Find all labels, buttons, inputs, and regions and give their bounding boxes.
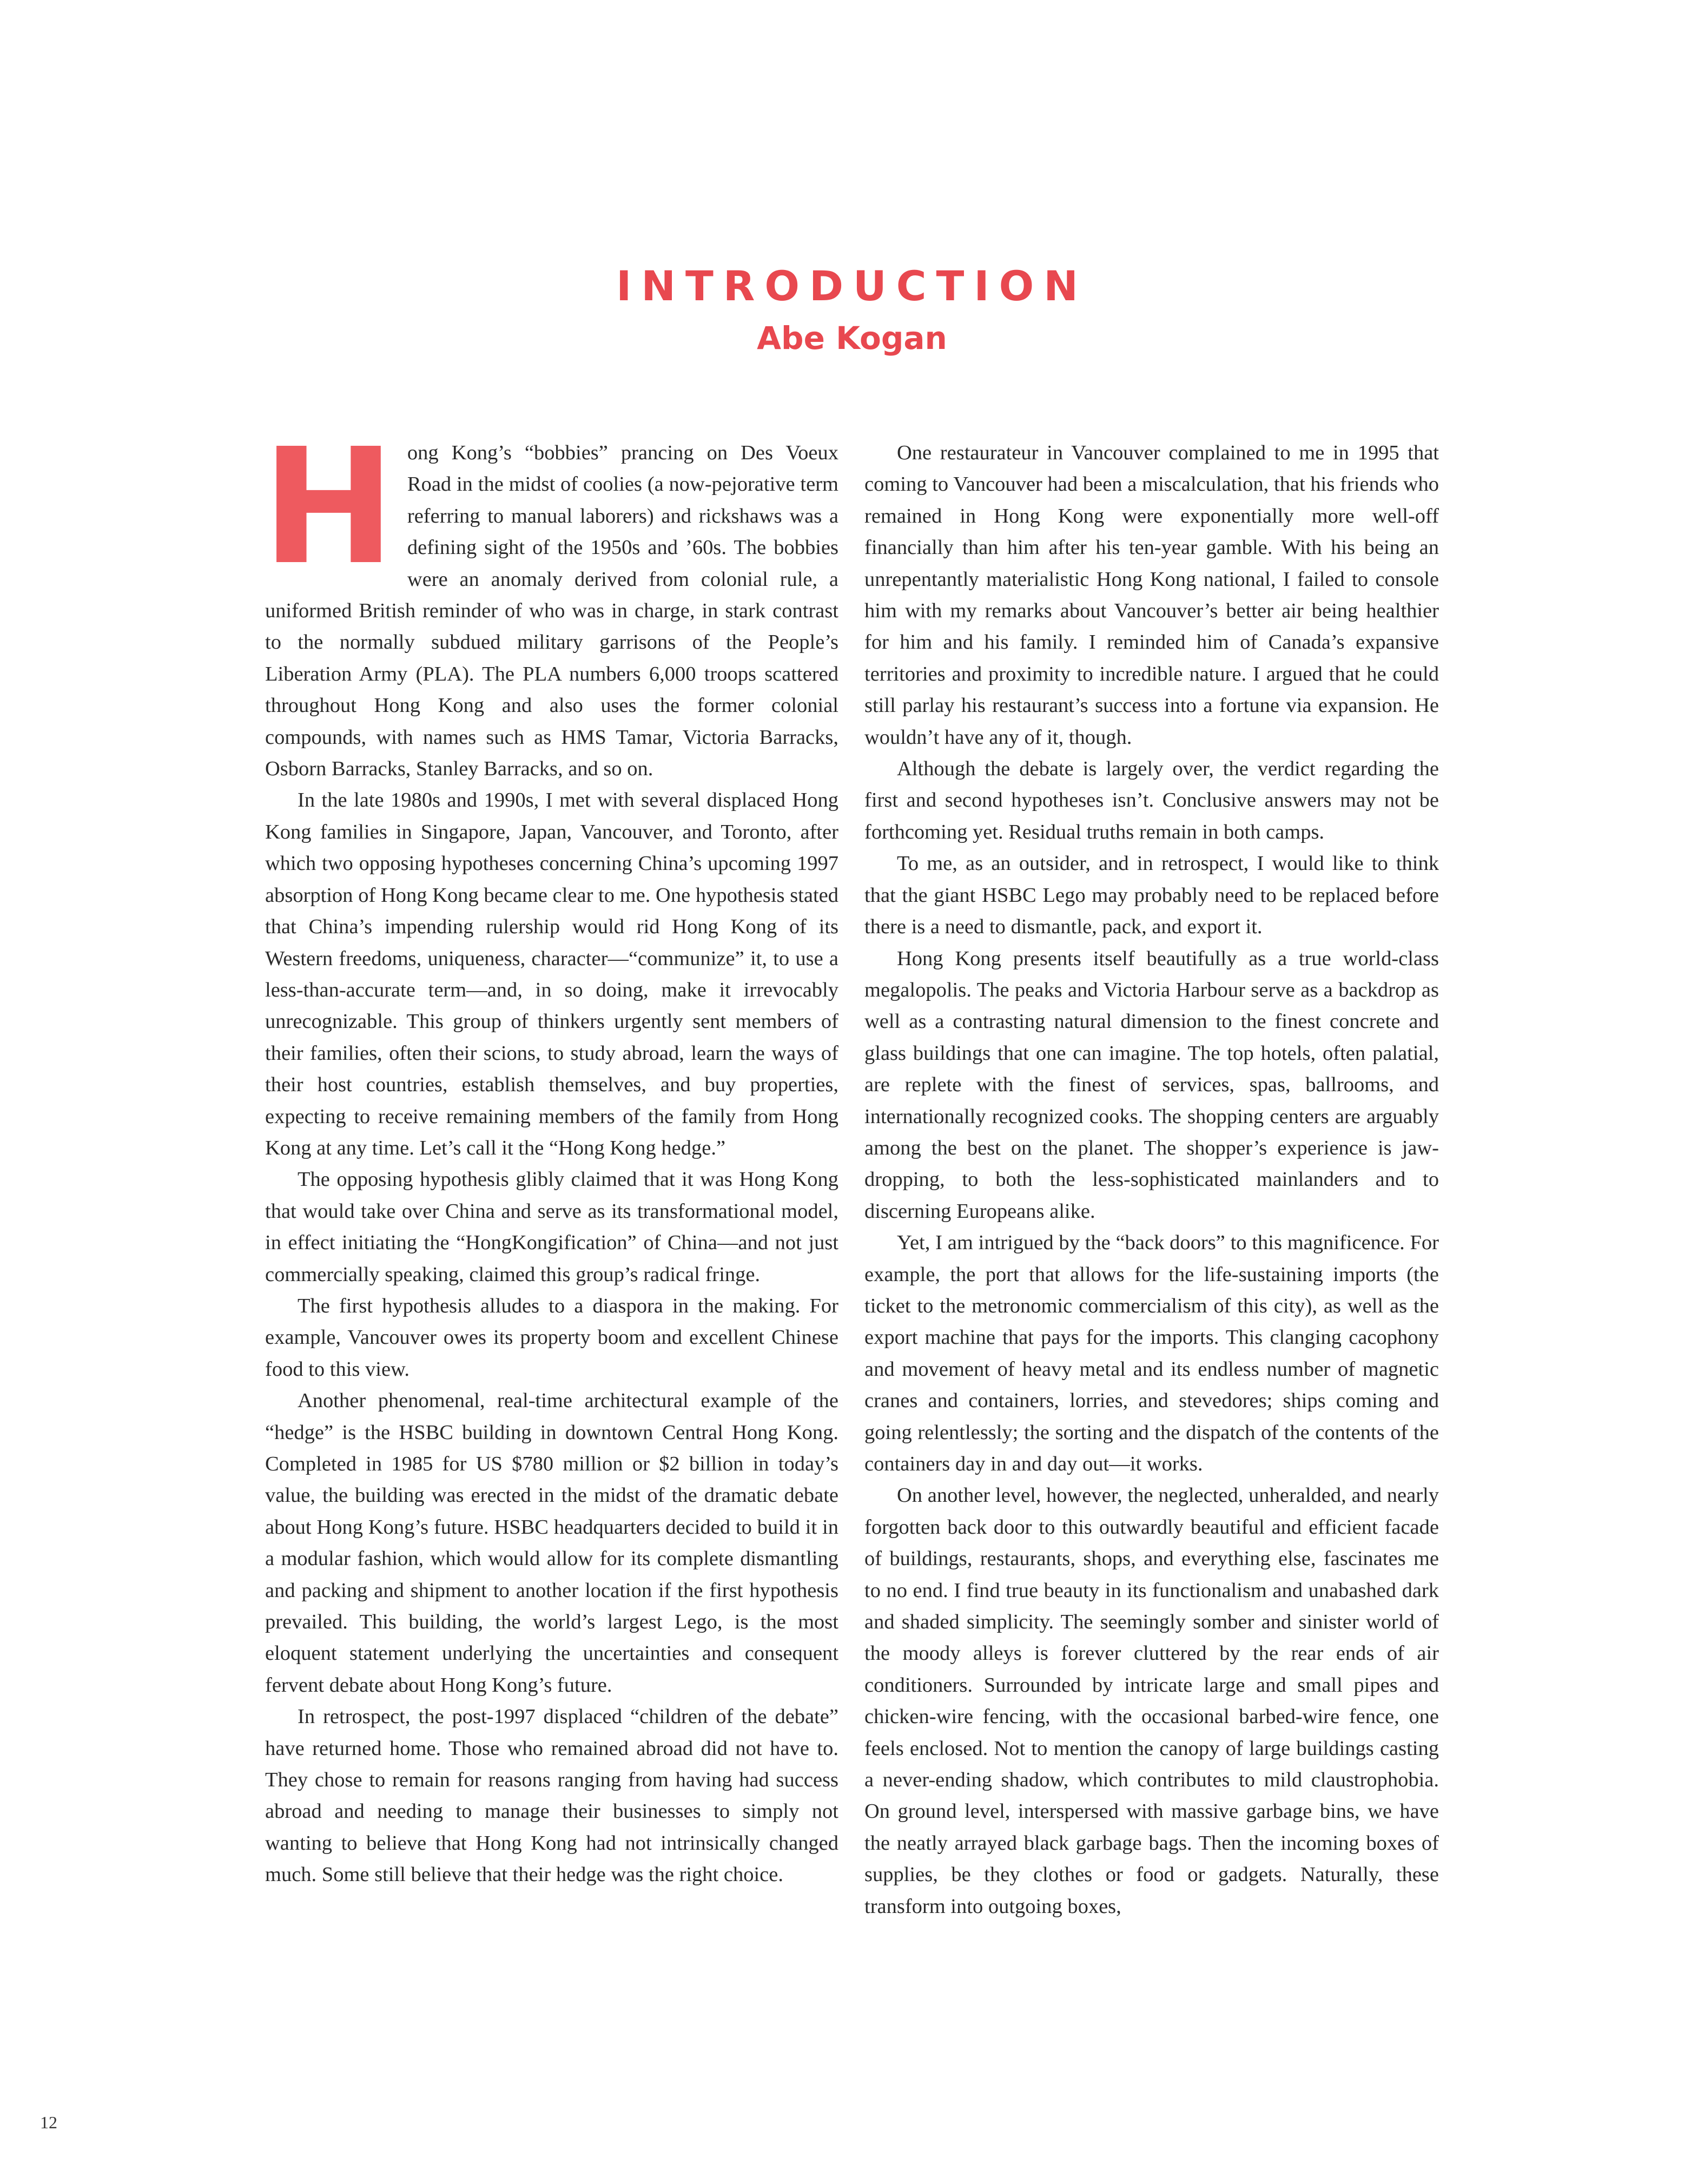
text-column-right <box>864 437 1439 1922</box>
page-number: 12 <box>40 2113 57 2132</box>
drop-cap: H <box>262 414 395 600</box>
paragraph: One restaurateur in Vancouver complained to me in 1995 that coming to Vancouver had been a miscalculation, that his friends who remained in Hong Kong were exponentially more well-off financially than him after his ten-year gamble. With his being an unrepentantly materialistic Hong Kong national, I failed to console him with my remarks about Vancouver’s better air being healthier for him and his family. I reminded him of Canada’s expansive territories and proximity to incredible nature. I argued that he could still parlay his restaurant’s success into a fortune via expansion. He wouldn’t have any of it, though. <box>864 441 1439 749</box>
paragraph-text: ong Kong’s “bobbies” prancing on Des Voeux Road in the midst of coolies (a now-pejorative term referring to manual laborers) and rickshaws was a defining sight of the 1950s and ’60s. The bobbies were an anomaly derived from colonial rule, a uniformed British reminder of who was in charge, in stark contrast to the normally subdued military garrisons of the People’s Liberation Army (PLA). The PLA numbers 6,000 troops scattered throughout Hong Kong and also uses the former colonial compounds, with names such as HMS Tamar, Victoria Barracks, Osborn Barracks, Stanley Barracks, and so on. <box>265 441 838 781</box>
paragraph: The opposing hypothesis glibly claimed that it was Hong Kong that would take over China and serve as its transformational model, in effect initiating the “HongKongification” of China—and not just commercially speaking, claimed this group’s radical fringe. <box>265 1168 838 1286</box>
paragraph: The first hypothesis alludes to a diaspora in the making. For example, Vancouver owes its property boom and excellent Chinese food to this view. <box>265 1294 838 1381</box>
paragraph: In the late 1980s and 1990s, I met with several displaced Hong Kong families in Singapore, Japan, Vancouver, and Toronto, after which two opposing hypotheses concerning China’s upcoming 1997 absorption of Hong Kong became clear to me. One hypothesis stated that China’s impending rulership would rid Hong Kong of its Western freedoms, uniqueness, character—“communize” it, to use a less-than-accurate term—and, in so doing, make it irrevocably unrecognizable. This group of thinkers urgently sent members of their families, often their scions, to study abroad, learn the ways of their host countries, establish themselves, and buy properties, expecting to receive remaining members of the family from Hong Kong at any time. Let’s call it the “Hong Kong hedge.” <box>265 789 838 1159</box>
paragraph: Hong Kong presents itself beautifully as a true world-class megalopolis. The peaks and Victoria Harbour serve as a backdrop as well as a contrasting natural dimension to the finest concrete and glass buildings that one can imagine. The top hotels, often palatial, are replete with the finest of services, spas, ballrooms, and internationally recognized cooks. The shopping centers are arguably among the best on the planet. The shopper’s experience is jaw-dropping, to both the less-sophisticated mainlanders and to discerning Europeans alike. <box>864 947 1439 1223</box>
paragraph: Another phenomenal, real-time architectural example of the “hedge” is the HSBC building in downtown Central Hong Kong. Completed in 1985 for US $780 million or $2 billion in today’s value, the building was erected in the midst of the dramatic debate about Hong Kong’s future. HSBC headquarters decided to build it in a modular fashion, which would allow for its complete dismantling and packing and shipment to another location if the first hypothesis prevailed. This building, the world’s largest Lego, is the most eloquent statement underlying the uncertainties and consequent fervent debate about Hong Kong’s future. <box>265 1389 838 1697</box>
paragraph: In retrospect, the post-1997 displaced “children of the debate” have returned home. Those who remained abroad did not have to. They chose to remain for reasons ranging from having had success abroad and needing to manage their businesses to simply not wanting to believe that Hong Kong had not intrinsically changed much. Some still believe that their hedge was the right choice. <box>265 1705 838 1886</box>
paragraph: On another level, however, the neglected, unheralded, and nearly forgotten back door to this outwardly beautiful and efficient facade of buildings, restaurants, shops, and everything else, fascinates me to no end. I find true beauty in its functionalism and unabashed dark and shaded simplicity. The seemingly somber and sinister world of the moody alleys is forever cluttered by the rear ends of air conditioners. Surrounded by intricate large and small pipes and chicken-wire fencing, with the occasional barbed-wire fence, one feels enclosed. Not to mention the canopy of large buildings casting a never-ending shadow, which contributes to mild claustrophobia. On ground level, interspersed with massive garbage bins, we have the neatly arrayed black garbage bags. Then the incoming boxes of supplies, be they clothes or food or gadgets. Naturally, these transform into outgoing boxes, <box>864 1484 1439 1918</box>
author-name: Abe Kogan <box>757 320 947 357</box>
paragraph: To me, as an outsider, and in retrospect, I would like to think that the giant HSBC Lego may probably need to be replaced before there is a need to dismantle, pack, and export it. <box>864 852 1439 939</box>
page-title: INTRODUCTION <box>616 261 1088 310</box>
paragraph: Although the debate is largely over, the verdict regarding the first and second hypotheses isn’t. Conclusive answers may not be forthcoming yet. Residual truths remain in both camps. <box>864 757 1439 843</box>
text-column-left <box>262 414 838 1891</box>
paragraph <box>262 414 838 784</box>
paragraph: Yet, I am intrigued by the “back doors” to this magnificence. For example, the port that allows for the life-sustaining imports (the ticket to the metronomic commercialism of this city), as well as the export machine that pays for the imports. This clanging cacophony and movement of heavy metal and its endless number of magnetic cranes and containers, lorries, and stevedores; ships coming and going relentlessly; the sorting and the dispatch of the contents of the containers day in and day out—it works. <box>864 1231 1439 1475</box>
